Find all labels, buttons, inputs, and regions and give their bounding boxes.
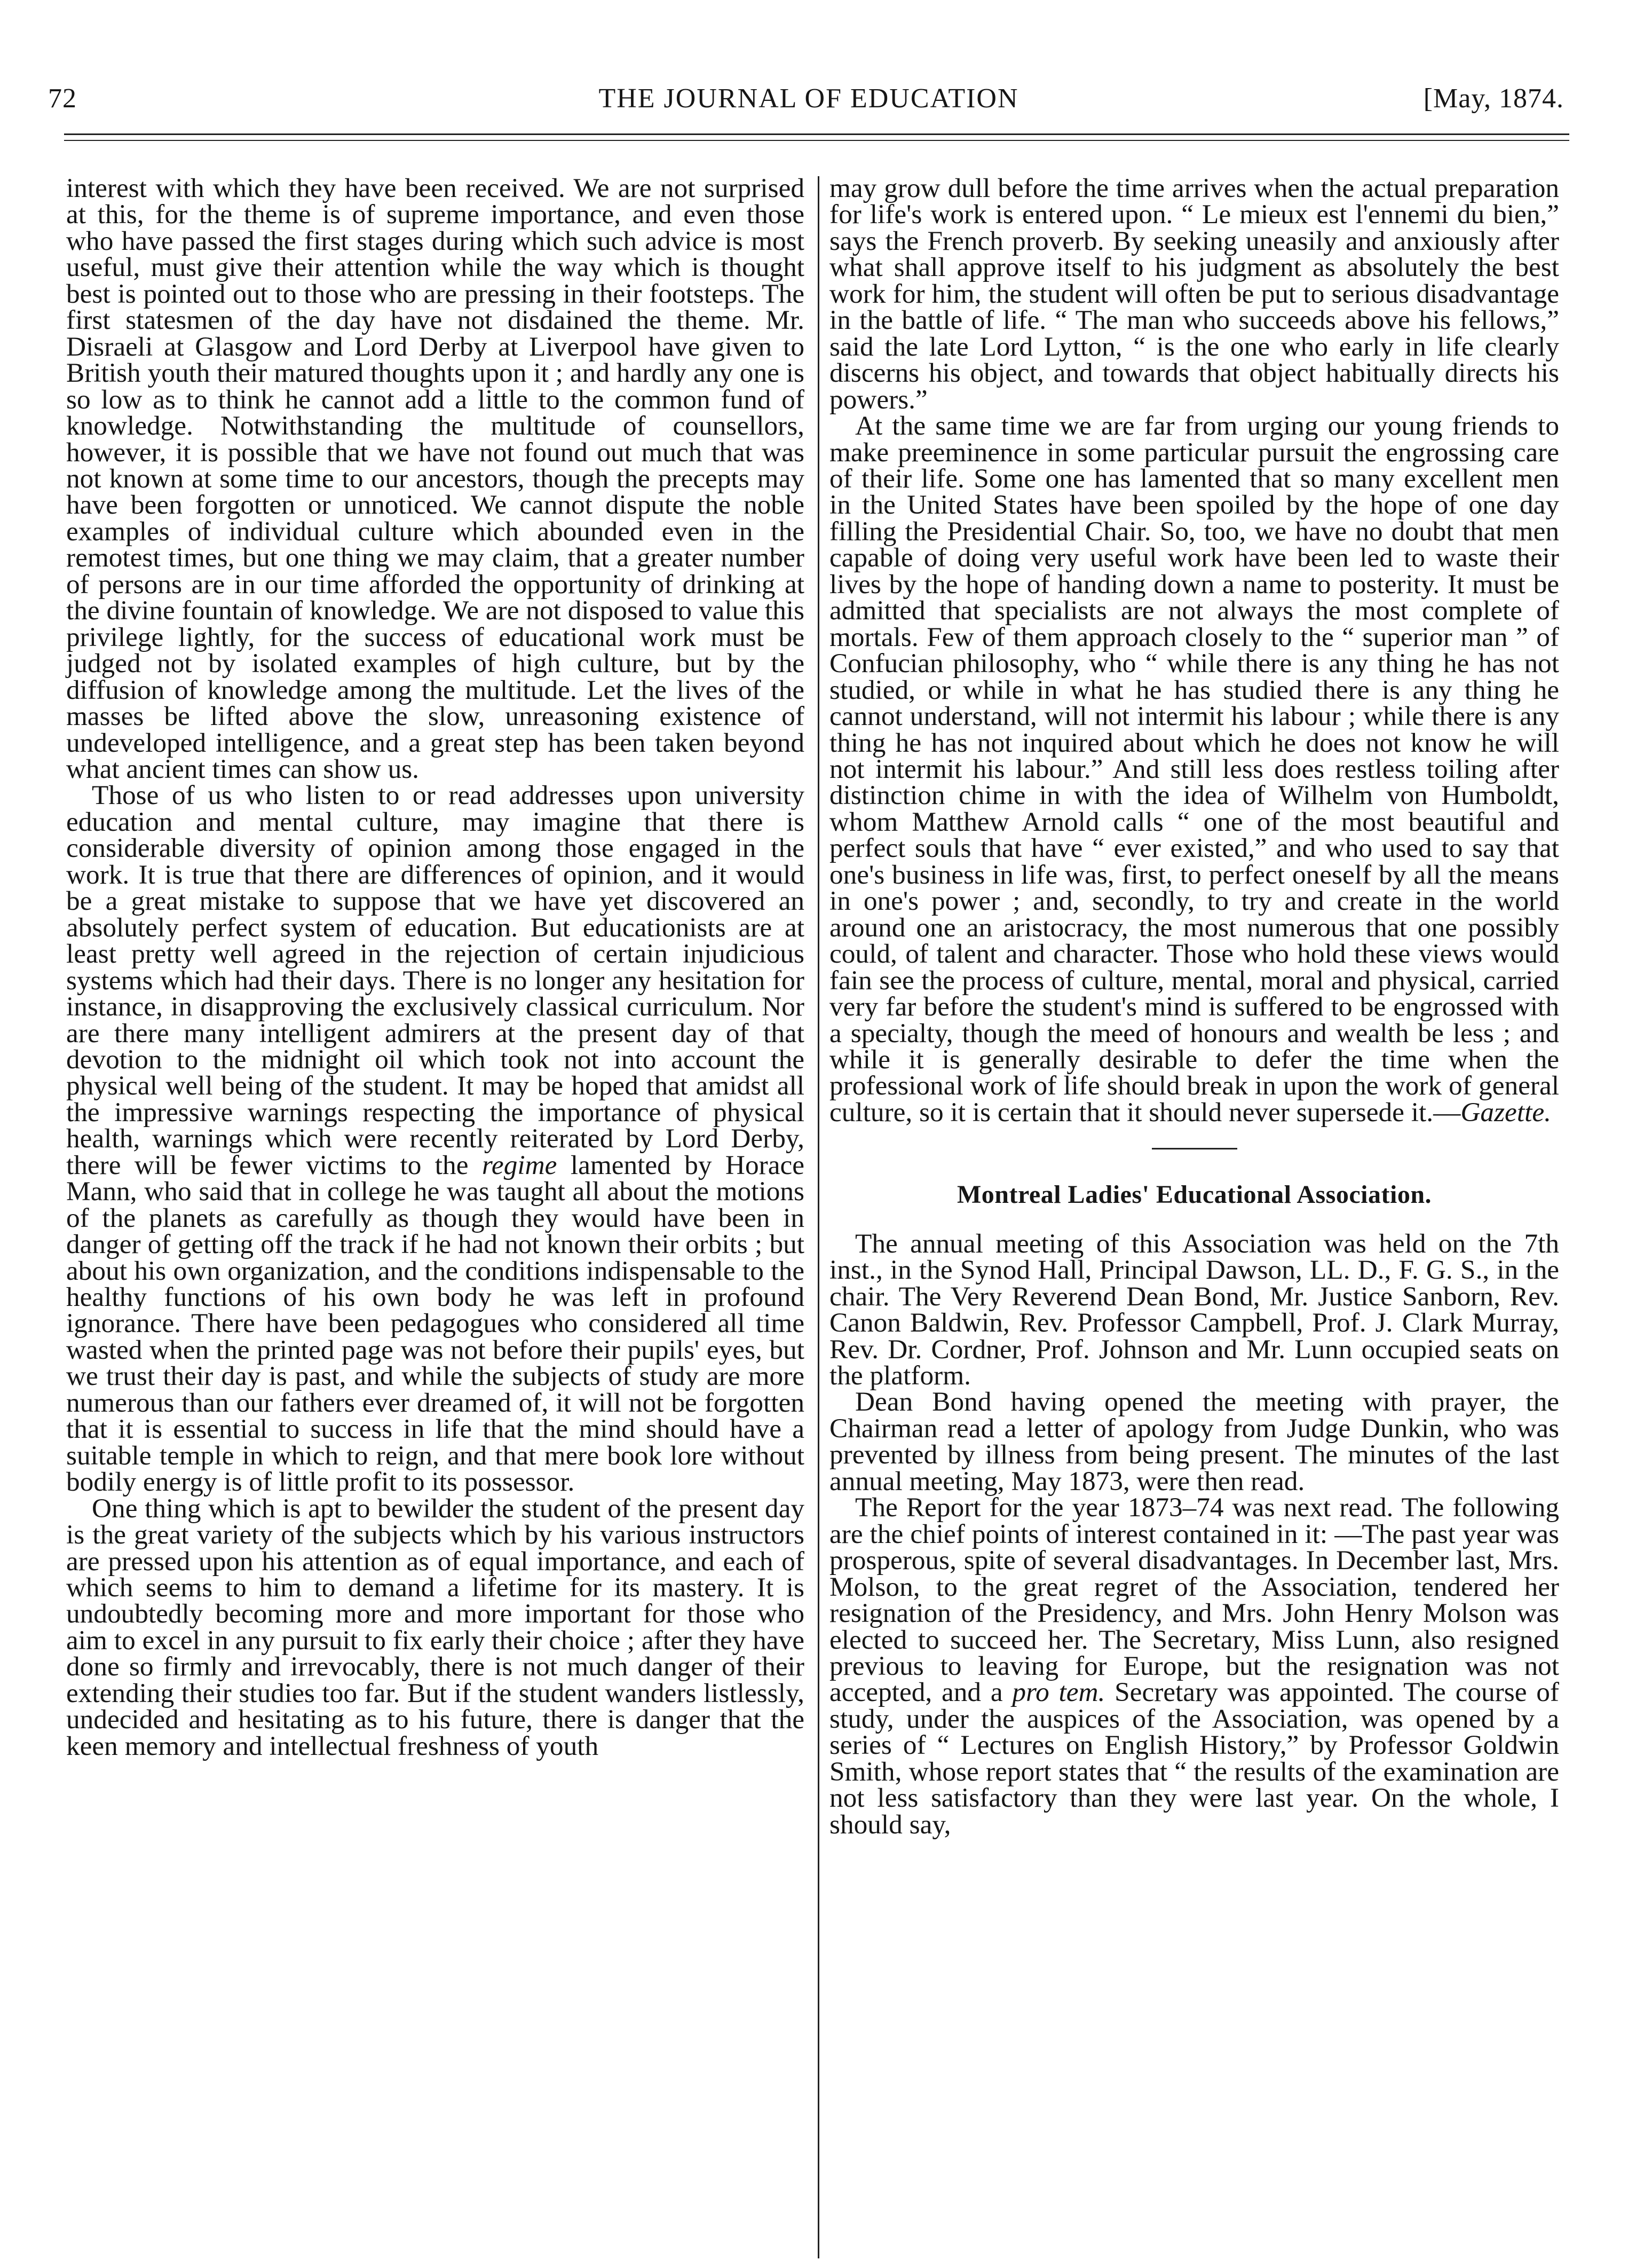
left-column <box>66 175 804 1759</box>
header-rule-secondary <box>64 140 1569 141</box>
paragraph: One thing which is apt to bewilder the student of the present day is the great variety of the subjects which by his various instructors are pressed upon his attention as of equal importance, and each of which seems to him to demand a lifetime for its mastery. It is undoubtedly becoming more and more important for those who aim to excel in any pursuit to fix early their choice ; after they have done so firmly and irrevocably, there is not much danger of their extending their studies too far. But if the student wanders listlessly, undecided and hesitating as to his future, there is danger that the keen memory and intellectual freshness of youth <box>66 1493 804 1761</box>
header-rule <box>64 133 1569 135</box>
article-heading: Montreal Ladies' Educational Association. <box>957 1180 1432 1209</box>
paragraph: The annual meeting of this Association was held on the 7th inst., in the Synod Hall, Principal Dawson, LL. D., F. G. S., in the chair. The Very Reverend Dean Bond, Mr. Justice Sanborn, Rev. Canon Baldwin, Rev. Professor Campbell, Prof. J. Clark Murray, Rev. Dr. Cordner, Prof. Johnson and Mr. Lunn occupied seats on the platform. <box>829 1228 1559 1391</box>
paragraph: At the same time we are far from urging our young friends to make preeminence in some particular pursuit the engrossing care of their life. Some one has lamented that so many excellent men in the United States have been spoiled by the hope of one day filling the Presidential Chair. So, too, we have no doubt that men capable of doing very useful work have been led to waste their lives by the hope of handing down a name to posterity. It must be admitted that specialists are not always the most complete of mortals. Few of them approach closely to the “ superior man ” of Confucian philosophy, who “ while there is any thing he has not studied, or while in what he has studied there is any thing he cannot understand, will not intermit his labour ; while there is any thing he has not inquired about which he does not know he will not intermit his labour.” And still less does restless toiling after distinction chime in with the idea of Wilhelm von Humboldt, whom Matthew Arnold calls “ one of the most beautiful and perfect souls that have “ ever existed,” and who used to say that one's business in life was, first, to perfect oneself by all the means in one's power ; and, secondly, to try and create in the world around one an aristocracy, the most numerous that one possibly could, of talent and character. Those who hold these views would fain see the process of culture, mental, moral and physical, carried very far before the student's mind is suffered to be engrossed with a specialty, though the meed of honours and wealth be less ; and while it is generally desirable to defer the time when the professional work of life should break in upon the work of general culture, so it is certain that it should never supersede it.—Gazette. <box>829 411 1559 1128</box>
issue-date: [May, 1874. <box>1423 83 1564 114</box>
paragraph: may grow dull before the time arrives when the actual preparation for life's work is entered upon. “ Le mieux est l'ennemi du bien,” says the French proverb. By seeking uneasily and anxiously after what shall approve itself to his judgment as absolutely the best work for him, the student will often be put to serious disadvantage in the battle of life. “ The man who succeeds above his fellows,” said the late Lord Lytton, “ is the one who early in life clearly discerns his object, and towards that object habitually directs his powers.” <box>829 173 1559 415</box>
journal-title: THE JOURNAL OF EDUCATION <box>598 83 1019 114</box>
paragraph: interest with which they have been received. We are not surprised at this, for the theme is of supreme importance, and even those who have passed the first stages during which such advice is most useful, must give their attention while the way which is thought best is pointed out to those who are pressing in their footsteps. The first statesmen of the day have not disdained the theme. Mr. Disraeli at Glasgow and Lord Derby at Liverpool have given to British youth their matured thoughts upon it ; and hardly any one is so low as to think he cannot add a little to the common fund of knowledge. Notwithstanding the multitude of counsellors, however, it is possible that we have not found out much that was not known at some time to our ancestors, though the precepts may have been forgotten or unnoticed. We cannot dispute the noble examples of individual culture which abounded even in the remotest times, but one thing we may claim, that a greater number of persons are in our time afforded the opportunity of drinking at the divine fountain of knowledge. We are not disposed to value this privilege lightly, for the success of educational work must be judged not by isolated examples of high culture, but by the diffusion of knowledge among the multitude. Let the lives of the masses be lifted above the slow, unreasoning existence of undeveloped intelligence, and a great step has been taken beyond what ancient times can show us. <box>66 173 804 784</box>
page-header <box>37 83 1580 125</box>
right-column <box>829 175 1559 1838</box>
paragraph: The Report for the year 1873–74 was next read. The following are the chief points of interest contained in it: —The past year was prosperous, spite of several disadvantages. In December last, Mrs. Molson, to the great regret of the Association, tendered her resignation of the Presidency, and Mrs. John Henry Molson was elected to succeed her. The Secretary, Miss Lunn, also resigned previous to leaving for Europe, but the resignation was not accepted, and a pro tem. Secretary was appointed. The course of study, under the auspices of the Association, was opened by a series of “ Lectures on English History,” by Professor Goldwin Smith, whose report states that “ the results of the examination are not less satisfactory than they were last year. On the whole, I should say, <box>829 1492 1559 1840</box>
page-number: 72 <box>48 83 77 114</box>
paragraph: Those of us who listen to or read addresses upon university education and mental culture, may imagine that there is considerable diversity of opinion among those engaged in the work. It is true that there are differences of opinion, and it would be a great mistake to suppose that we have yet discovered an absolutely perfect system of education. But educationists are at least pretty well agreed in the rejection of certain injudicious systems which had their days. There is no longer any hesitation for instance, in disapproving the exclusively classical curriculum. Nor are there many intelligent admirers at the present day of that devotion to the midnight oil which took not into account the physical well being of the student. It may be hoped that amidst all the impressive warnings respecting the importance of physical health, warnings which were recently reiterated by Lord Derby, there will be fewer victims to the regime lamented by Horace Mann, who said that in college he was taught all about the motions of the planets as carefully as though they would have been in danger of getting off the track if he had not known their orbits ; but about his own organization, and the conditions indispensable to the healthy functions of his own body he was left in profound ignorance. There have been pedagogues who considered all time wasted when the printed page was not before their pupils' eyes, but we trust their day is past, and while the subjects of study are more numerous than our fathers ever dreamed of, it will not be forgotten that it is essential to success in life that the mind should have a suitable temple in which to reign, and that mere book lore without bodily energy is of little profit to its possessor. <box>66 780 804 1498</box>
article-divider <box>1152 1148 1237 1149</box>
column-divider <box>818 176 819 2258</box>
paragraph: Dean Bond having opened the meeting with prayer, the Chairman read a letter of apology from Judge Dunkin, who was prevented by illness from being present. The minutes of the last annual meeting, May 1873, were then read. <box>829 1387 1559 1497</box>
